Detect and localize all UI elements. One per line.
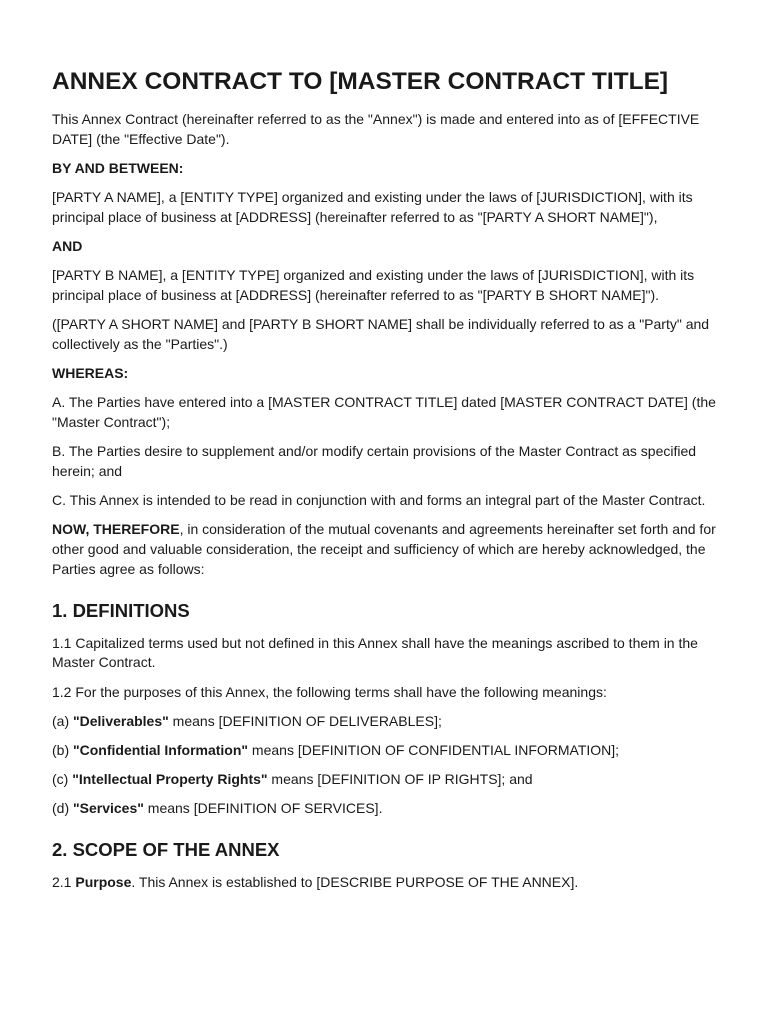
clause-2-1-prefix: 2.1 (52, 874, 76, 891)
definition-term: "Deliverables" (73, 712, 169, 729)
now-therefore-bold: NOW, THEREFORE (52, 521, 180, 538)
definition-text: means [DEFINITION OF SERVICES]. (143, 800, 383, 817)
recital-c: C. This Annex is intended to be read in conjunction with and forms an integral part of the Master Contract. (52, 492, 706, 509)
recital-b: B. The Parties desire to supplement and/or modify certain provisions of the Master Contract as specified herein; and (52, 443, 697, 480)
definition-text: means [DEFINITION OF CONFIDENTIAL INFORMATION]; (248, 742, 620, 759)
between-label: BY AND BETWEEN: (52, 160, 184, 177)
section-1-heading: 1. DEFINITIONS (52, 599, 190, 621)
definition-term: "Intellectual Property Rights" (72, 771, 268, 788)
definition-prefix: (a) (52, 712, 73, 729)
document-title: ANNEX CONTRACT TO [MASTER CONTRACT TITLE] (52, 68, 669, 95)
definition-term: "Services" (73, 800, 144, 817)
intro-paragraph: This Annex Contract (hereinafter referred to as the "Annex") is made and entered into as of [EFFECTIVE DATE] (the "Effective Date"). (52, 111, 700, 147)
definition-item (52, 799, 718, 819)
whereas-label: WHEREAS: (52, 365, 129, 382)
clause-1-2: 1.2 For the purposes of this Annex, the following terms shall have the following meanings: (52, 683, 607, 700)
clause-2-1-term: Purpose (75, 874, 132, 891)
definition-item (52, 712, 718, 732)
definition-item (52, 741, 718, 761)
definition-item (52, 770, 718, 790)
definition-prefix: (b) (52, 742, 73, 759)
party-a-paragraph: [PARTY A NAME], a [ENTITY TYPE] organized and existing under the laws of [JURISDICTION], with its principal place of business at [ADDRESS] (hereinafter referred to as "[PARTY A SHORT NAME]"), (52, 189, 693, 225)
now-therefore-text: , in consideration of the mutual covenants and agreements hereinafter set forth and for other good and valuable consideration, the receipt and sufficiency of which are hereby acknowledged, the Parties agree as follows: (52, 521, 716, 577)
now-therefore-paragraph (52, 520, 718, 579)
recital-a: A. The Parties have entered into a [MASTER CONTRACT TITLE] dated [MASTER CONTRACT DATE] (the "Master Contract"); (52, 394, 716, 431)
definition-term: "Confidential Information" (73, 742, 249, 759)
parties-note-paragraph: ([PARTY A SHORT NAME] and [PARTY B SHORT NAME] shall be individually referred to as a "Party" and collectively as the "Parties".) (52, 316, 710, 352)
definition-prefix: (d) (52, 800, 73, 817)
definition-text: means [DEFINITION OF DELIVERABLES]; (168, 712, 442, 729)
section-2-heading: 2. SCOPE OF THE ANNEX (52, 839, 280, 861)
definition-text: means [DEFINITION OF IP RIGHTS]; and (267, 771, 533, 788)
party-b-paragraph: [PARTY B NAME], a [ENTITY TYPE] organized and existing under the laws of [JURISDICTION], with its principal place of business at [ADDRESS] (hereinafter referred to as "[PARTY B SHORT NAME]"). (52, 267, 695, 304)
clause-2-1-text: . This Annex is established to [DESCRIBE PURPOSE OF THE ANNEX]. (131, 874, 579, 891)
clause-1-1: 1.1 Capitalized terms used but not defined in this Annex shall have the meanings ascribed to them in the Master Contract. (52, 634, 698, 671)
definition-prefix: (c) (52, 771, 73, 788)
clause-2-1 (52, 873, 718, 893)
and-label: AND (52, 238, 83, 255)
